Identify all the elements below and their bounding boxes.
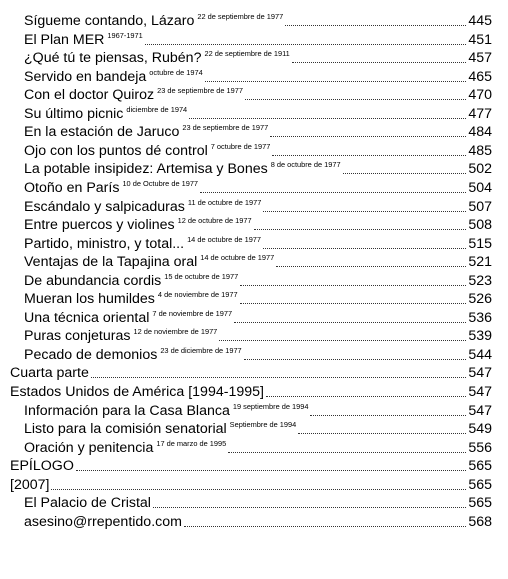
page-number: 470 bbox=[468, 87, 492, 104]
entry-title: La potable insipidez: Artemisa y Bones $^{8 de octubre de 1977}$ bbox=[24, 160, 341, 178]
dot-leader bbox=[343, 173, 466, 174]
dot-leader bbox=[272, 155, 466, 156]
dot-leader bbox=[228, 452, 466, 453]
entry-title: El Plan MER $^{1967-1971}$ bbox=[24, 30, 143, 48]
toc-entry bbox=[0, 12, 508, 30]
toc-entry bbox=[0, 290, 508, 308]
entry-title: Cuarta parte bbox=[10, 365, 89, 382]
page-number: 445 bbox=[468, 13, 492, 29]
page-number: 521 bbox=[468, 254, 492, 271]
dot-leader bbox=[298, 433, 466, 434]
entry-date: 23 de septiembre de 1977 bbox=[157, 86, 244, 96]
entry-date: 7 de noviembre de 1977 bbox=[152, 308, 233, 318]
toc-entry bbox=[0, 420, 508, 438]
dot-leader bbox=[219, 340, 466, 341]
dot-leader bbox=[270, 136, 466, 137]
entry-title: En la estación de Jaruco $^{23 de septiembre de 1977}$ bbox=[24, 123, 269, 141]
dot-leader bbox=[240, 285, 466, 286]
page-number: 549 bbox=[468, 421, 492, 438]
dot-leader bbox=[254, 229, 466, 230]
toc-entry bbox=[0, 513, 508, 531]
entry-date: 12 de octubre de 1977 bbox=[177, 216, 252, 226]
page-number: 507 bbox=[468, 198, 492, 215]
dot-leader bbox=[234, 322, 466, 323]
dot-leader bbox=[292, 62, 466, 63]
entry-date: 23 de septiembre de 1977 bbox=[182, 123, 269, 133]
dot-leader bbox=[276, 266, 466, 267]
entry-title: Una técnica oriental $^{7 de noviembre de 1977}$ bbox=[24, 308, 233, 326]
entry-date: 8 de octubre de 1977 bbox=[270, 160, 341, 170]
dot-leader bbox=[184, 526, 466, 527]
toc-entry bbox=[0, 383, 508, 401]
toc-entry bbox=[0, 457, 508, 475]
entry-title: Mueran los humildes $^{4 de noviembre de 1977}$ bbox=[24, 290, 238, 308]
page-number: 565 bbox=[468, 476, 492, 493]
toc-entry bbox=[0, 272, 508, 290]
page-number: 451 bbox=[468, 31, 492, 48]
dot-leader bbox=[245, 99, 466, 100]
entry-date: 7 octubre de 1977 bbox=[210, 141, 271, 151]
toc-entry bbox=[0, 31, 508, 49]
page-number: 539 bbox=[468, 328, 492, 345]
toc-entry bbox=[0, 346, 508, 364]
entry-title: Ojo con los puntos dé control $^{7 octubre de 1977}$ bbox=[24, 141, 271, 159]
page-number: 465 bbox=[468, 68, 492, 85]
dot-leader bbox=[266, 396, 466, 397]
toc-entry bbox=[0, 402, 508, 420]
entry-title: Con el doctor Quiroz $^{23 de septiembre de 1977}$ bbox=[24, 86, 244, 104]
toc-entry bbox=[0, 160, 508, 178]
toc-entry bbox=[0, 439, 508, 457]
toc-entry bbox=[0, 49, 508, 67]
entry-date: octubre de 1974 bbox=[149, 67, 203, 77]
entry-title: Ventajas de la Tapajina oral $^{14 de octubre de 1977}$ bbox=[24, 253, 275, 271]
toc-entry bbox=[0, 68, 508, 86]
toc-entry bbox=[0, 253, 508, 271]
dot-leader bbox=[263, 211, 466, 212]
entry-title: Oración y penitencia $^{17 de marzo de 1995}$ bbox=[24, 438, 227, 456]
page-number: 547 bbox=[468, 384, 492, 400]
toc-entry bbox=[0, 476, 508, 494]
entry-title: Sígueme contando, Lázaro $^{22 de septiembre de 1977}$ bbox=[24, 12, 284, 29]
dot-leader bbox=[310, 415, 466, 416]
page-number: 568 bbox=[468, 513, 492, 530]
toc-entry bbox=[0, 216, 508, 234]
entry-title: Pecado de demonios $^{23 de diciembre de 1977}$ bbox=[24, 345, 242, 363]
page-number: 544 bbox=[468, 346, 492, 363]
entry-date: 1967-1971 bbox=[107, 30, 143, 40]
page-number: 523 bbox=[468, 272, 492, 289]
entry-title: Entre puercos y violines $^{12 de octubre de 1977}$ bbox=[24, 216, 252, 234]
entry-title: Listo para la comisión senatorial $^{Septiembre de 1994}$ bbox=[24, 420, 297, 438]
dot-leader bbox=[91, 377, 466, 378]
entry-date: 14 de octubre de 1977 bbox=[187, 234, 262, 244]
entry-title: Escándalo y salpicaduras $^{11 de octubre de 1977}$ bbox=[24, 197, 262, 215]
entry-title: Partido, ministro, y total... $^{14 de octubre de 1977}$ bbox=[24, 234, 262, 252]
entry-title: El Palacio de Cristal bbox=[24, 495, 151, 512]
entry-date: 14 de octubre de 1977 bbox=[200, 253, 275, 263]
page-number: 504 bbox=[468, 179, 492, 196]
page-number: 502 bbox=[468, 161, 492, 178]
page-number: 547 bbox=[468, 402, 492, 419]
toc-entry bbox=[0, 123, 508, 141]
page-number: 565 bbox=[468, 458, 492, 475]
dot-leader bbox=[153, 507, 466, 508]
dot-leader bbox=[205, 81, 466, 82]
page-number: 526 bbox=[468, 291, 492, 308]
dot-leader bbox=[240, 303, 466, 304]
entry-title: [2007] bbox=[10, 476, 50, 493]
dot-leader bbox=[145, 44, 466, 45]
toc-entry bbox=[0, 364, 508, 382]
toc-entry bbox=[0, 494, 508, 512]
entry-title: Información para la Casa Blanca $^{19 septiembre de 1994}$ bbox=[24, 401, 309, 419]
entry-title: EPÍLOGO bbox=[10, 458, 74, 475]
dot-leader bbox=[51, 489, 466, 490]
dot-leader bbox=[200, 192, 466, 193]
entry-title: Su último picnic $^{diciembre de 1974}$ bbox=[24, 104, 188, 122]
toc-entry bbox=[0, 179, 508, 197]
entry-title: Puras conjeturas $^{12 de noviembre de 1977}$ bbox=[24, 327, 218, 345]
dot-leader bbox=[285, 25, 466, 26]
page-number: 484 bbox=[468, 124, 492, 141]
dot-leader bbox=[263, 248, 466, 249]
entry-title: asesino@rrepentido.com bbox=[24, 513, 182, 530]
page-number: 477 bbox=[468, 105, 492, 122]
entry-date: 23 de diciembre de 1977 bbox=[160, 345, 242, 355]
dot-leader bbox=[189, 118, 466, 119]
entry-date: 17 de marzo de 1995 bbox=[156, 438, 227, 448]
page-number: 536 bbox=[468, 309, 492, 326]
entry-date: 22 de septiembre de 1911 bbox=[204, 49, 290, 59]
entry-date: 19 septiembre de 1994 bbox=[232, 401, 309, 411]
entry-title: De abundancia cordis $^{15 de octubre de 1977}$ bbox=[24, 271, 239, 289]
toc-entry bbox=[0, 142, 508, 160]
toc-entry bbox=[0, 198, 508, 216]
entry-date: 22 de septiembre de 1977 bbox=[197, 12, 284, 21]
page-number: 508 bbox=[468, 217, 492, 234]
page-number: 547 bbox=[468, 365, 492, 382]
entry-title: Servido en bandeja $^{octubre de 1974}$ bbox=[24, 67, 203, 85]
page-number: 565 bbox=[468, 495, 492, 512]
toc-entry bbox=[0, 327, 508, 345]
page-number: 515 bbox=[468, 235, 492, 252]
toc-entry bbox=[0, 309, 508, 327]
toc-entry bbox=[0, 235, 508, 253]
entry-title: Otoño en París $^{10 de Octubre de 1977}$ bbox=[24, 178, 199, 196]
entry-date: 11 de octubre de 1977 bbox=[187, 197, 262, 207]
page-number: 556 bbox=[468, 439, 492, 456]
entry-date: 15 de octubre de 1977 bbox=[164, 271, 239, 281]
entry-date: 10 de Octubre de 1977 bbox=[122, 178, 199, 188]
entry-date: 4 de noviembre de 1977 bbox=[157, 290, 238, 300]
page-number: 457 bbox=[468, 50, 492, 67]
entry-title: Estados Unidos de América [1994-1995] bbox=[10, 384, 264, 400]
toc-entry bbox=[0, 86, 508, 104]
page-number: 485 bbox=[468, 142, 492, 159]
dot-leader bbox=[76, 470, 466, 471]
entry-date: 12 de noviembre de 1977 bbox=[133, 327, 218, 337]
entry-date: Septiembre de 1994 bbox=[229, 420, 297, 430]
toc-entry bbox=[0, 105, 508, 123]
entry-date: diciembre de 1974 bbox=[126, 104, 188, 114]
entry-title: ¿Qué tú te piensas, Rubén? $^{22 de septiembre de 1911}$ bbox=[24, 49, 290, 67]
dot-leader bbox=[244, 359, 466, 360]
